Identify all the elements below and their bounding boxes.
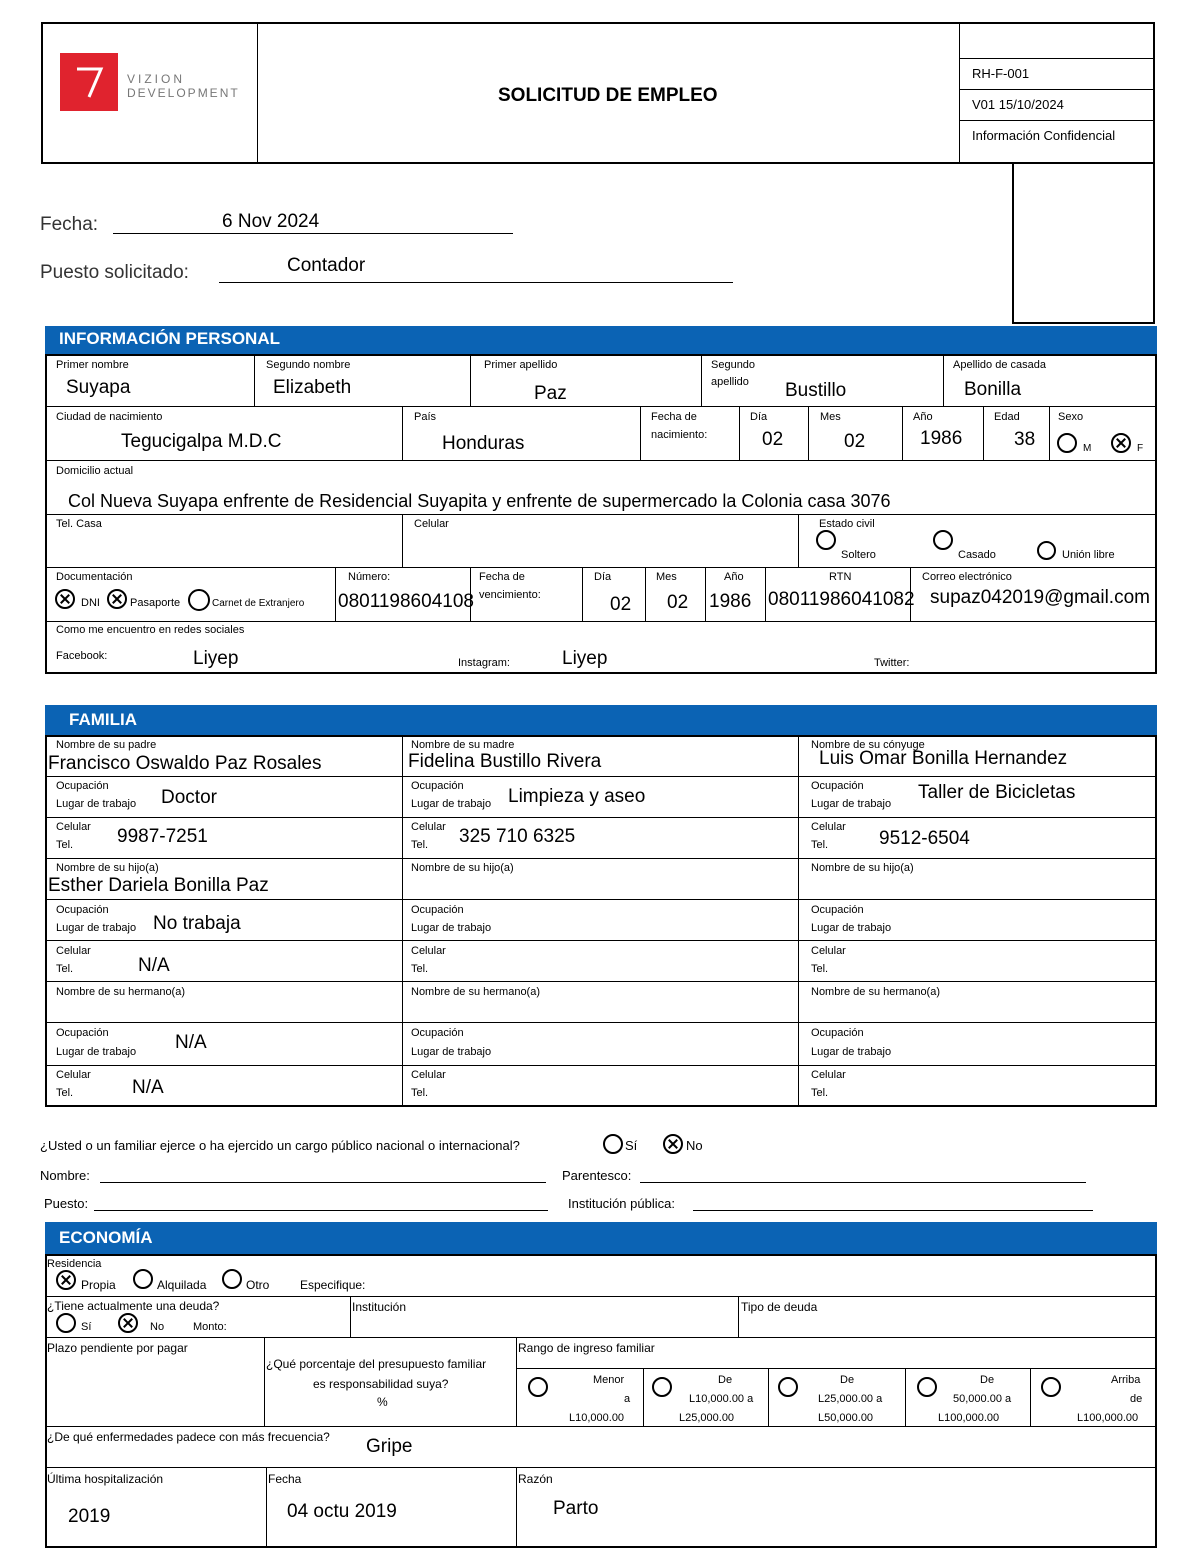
pasaporte-radio[interactable] xyxy=(107,589,127,609)
rango-3-line3: L50,000.00 xyxy=(818,1412,874,1424)
propia-radio[interactable] xyxy=(56,1270,76,1290)
personal-row-line xyxy=(45,567,1157,568)
casado-label: Casado xyxy=(958,549,996,561)
propia-label: Propia xyxy=(81,1278,116,1292)
form-title: SOLICITUD DE EMPLEO xyxy=(498,85,718,106)
hijo1-cel-field[interactable]: N/A xyxy=(138,955,170,976)
rango-4-line2: 50,000.00 a xyxy=(953,1393,1012,1405)
carnet-radio[interactable] xyxy=(188,589,210,611)
hermano-label: Nombre de su hermano(a) xyxy=(411,986,541,998)
fecha-underline xyxy=(113,233,513,234)
conyuge-label: Nombre de su cónyuge xyxy=(811,739,925,751)
cell-divider xyxy=(943,354,944,406)
tel-label: Tel. xyxy=(411,839,429,851)
dia-field[interactable]: 02 xyxy=(762,429,784,450)
anio2-label: Año xyxy=(724,571,744,583)
dni-label: DNI xyxy=(81,597,100,609)
rango-2-radio[interactable] xyxy=(652,1377,672,1397)
ocupacion-label: Ocupación xyxy=(56,780,109,792)
anio-field[interactable]: 1986 xyxy=(920,428,963,449)
pasaporte-label: Pasaporte xyxy=(130,597,181,609)
carnet-label: Carnet de Extranjero xyxy=(212,598,305,609)
facebook-field[interactable]: Liyep xyxy=(193,648,239,669)
domicilio-label: Domicilio actual xyxy=(56,465,134,477)
puesto-value[interactable]: Contador xyxy=(287,255,366,276)
cell-divider xyxy=(1030,1368,1031,1426)
padre-field[interactable]: Francisco Oswaldo Paz Rosales xyxy=(48,753,322,774)
apellido-casada-field[interactable]: Bonilla xyxy=(964,379,1022,400)
nombre-underline xyxy=(100,1182,546,1183)
rango-divider xyxy=(516,1368,1157,1369)
economia-row-line xyxy=(45,1337,1157,1338)
celular-label: Celular xyxy=(411,821,446,833)
tel-label: Tel. xyxy=(411,963,429,975)
segundo-nombre-label: Segundo nombre xyxy=(266,359,351,371)
primer-apellido-label: Primer apellido xyxy=(484,359,558,371)
celular-label: Celular xyxy=(811,945,846,957)
photo-box xyxy=(1012,162,1155,324)
hospitalizacion-field[interactable]: 2019 xyxy=(68,1506,111,1527)
rango-1-line1: Menor xyxy=(593,1374,625,1386)
fecha-value[interactable]: 6 Nov 2024 xyxy=(222,211,320,232)
pais-field[interactable]: Honduras xyxy=(442,433,525,454)
economia-row-line xyxy=(45,1426,1157,1427)
cell-divider xyxy=(983,406,984,460)
cargo-si-radio[interactable] xyxy=(603,1134,623,1154)
lugar-label: Lugar de trabajo xyxy=(811,1046,892,1058)
casado-radio[interactable] xyxy=(933,530,953,550)
padre-ocupacion-field[interactable]: Doctor xyxy=(161,787,217,808)
hosp-fecha-label: Fecha xyxy=(268,1472,302,1486)
ciudad-field[interactable]: Tegucigalpa M.D.C xyxy=(121,431,282,452)
ciudad-label: Ciudad de nacimiento xyxy=(56,411,163,423)
fecha-label: Fecha: xyxy=(40,214,99,235)
ocupacion-label: Ocupación xyxy=(811,904,864,916)
lugar-label: Lugar de trabajo xyxy=(411,1046,492,1058)
razon-label: Razón xyxy=(518,1472,553,1486)
apellido-casada-label: Apellido de casada xyxy=(953,359,1046,371)
cell-divider xyxy=(516,1467,517,1548)
fecha-venc-label: Fecha de xyxy=(479,571,525,583)
enfermedades-label: ¿De qué enfermedades padece con más frecuencia? xyxy=(47,1430,330,1444)
cell-divider xyxy=(582,567,583,621)
rango-4-radio[interactable] xyxy=(917,1377,937,1397)
ocupacion-label: Ocupación xyxy=(411,780,464,792)
section-personal-title: INFORMACIÓN PERSONAL xyxy=(45,326,1157,354)
sexo-m-radio[interactable] xyxy=(1057,433,1077,453)
cell-divider xyxy=(643,1368,644,1426)
personal-row-line xyxy=(45,621,1157,622)
rango-1-line2: a xyxy=(624,1393,631,1405)
rango-3-radio[interactable] xyxy=(778,1377,798,1397)
lugar-label: Lugar de trabajo xyxy=(811,922,892,934)
puesto-publico-underline xyxy=(94,1210,548,1211)
section-familia-title: FAMILIA xyxy=(45,705,1157,735)
header-row-line-2 xyxy=(959,89,1155,90)
porcentaje-question-2: es responsabilidad suya? xyxy=(313,1377,449,1391)
nombre-label: Nombre: xyxy=(40,1168,90,1183)
otro-label: Otro xyxy=(246,1278,270,1292)
company-logo xyxy=(60,53,118,111)
cell-divider xyxy=(808,406,809,460)
hijo-label: Nombre de su hijo(a) xyxy=(811,862,914,874)
mes-label: Mes xyxy=(820,411,841,423)
fecha-nac-label: nacimiento: xyxy=(651,429,708,441)
economia-row-line xyxy=(45,1467,1157,1468)
alquilada-label: Alquilada xyxy=(157,1278,207,1292)
conyuge-ocupacion-field[interactable]: Taller de Bicicletas xyxy=(918,782,1076,803)
confidential-label: Información Confidencial xyxy=(972,128,1116,143)
cell-divider xyxy=(1049,406,1050,460)
cell-divider xyxy=(402,406,403,460)
personal-row-line xyxy=(45,460,1157,461)
rtn-label: RTN xyxy=(829,571,852,583)
cell-divider xyxy=(902,406,903,460)
twitter-label: Twitter: xyxy=(874,657,910,669)
soltero-radio[interactable] xyxy=(816,530,836,550)
pais-label: País xyxy=(414,411,437,423)
familia-row-line xyxy=(45,1065,1157,1066)
celular-label: Celular xyxy=(56,821,91,833)
cell-divider xyxy=(640,406,641,460)
familia-row-line xyxy=(45,776,1157,777)
familia-row-line xyxy=(45,817,1157,818)
documentacion-label: Documentación xyxy=(56,571,133,583)
cargo-no-radio[interactable] xyxy=(663,1134,683,1154)
form-code: RH-F-001 xyxy=(972,66,1030,81)
conyuge-field[interactable]: Luis Omar Bonilla Hernandez xyxy=(819,748,1068,769)
lugar-label: Lugar de trabajo xyxy=(411,922,492,934)
rtn-field[interactable]: 08011986041082 xyxy=(768,589,915,610)
correo-label: Correo electrónico xyxy=(922,571,1012,583)
dia-label: Día xyxy=(750,411,768,423)
rango-3-line2: L25,000.00 a xyxy=(818,1393,883,1405)
cell-divider xyxy=(266,1467,267,1548)
institucion-label: Institución xyxy=(352,1300,407,1314)
otro-radio[interactable] xyxy=(222,1269,242,1289)
hermano1-cel-field[interactable]: N/A xyxy=(132,1077,164,1098)
instagram-label: Instagram: xyxy=(458,657,510,669)
deuda-no-label: No xyxy=(150,1321,165,1333)
cell-divider xyxy=(470,354,471,406)
hijo-label: Nombre de su hijo(a) xyxy=(56,862,159,874)
celular-label: Celular xyxy=(411,945,446,957)
edad-label: Edad xyxy=(994,411,1020,423)
cell-divider xyxy=(645,567,646,621)
especifique-label: Especifique: xyxy=(300,1278,366,1292)
cell-divider xyxy=(335,567,336,621)
rango-5-radio[interactable] xyxy=(1041,1377,1061,1397)
familia-row-line xyxy=(45,1022,1157,1023)
ocupacion-label: Ocupación xyxy=(411,904,464,916)
parentesco-label: Parentesco: xyxy=(562,1168,632,1183)
personal-row-line xyxy=(45,514,1157,515)
rango-1-line3: L10,000.00 xyxy=(569,1412,625,1424)
cell-divider xyxy=(516,1337,517,1426)
institucion-publica-label: Institución pública: xyxy=(568,1196,675,1211)
primer-apellido-field[interactable]: Paz xyxy=(534,383,567,404)
monto-label: Monto: xyxy=(193,1321,227,1333)
header-row-line-1 xyxy=(959,58,1155,59)
personal-row-line xyxy=(45,406,1157,407)
cell-divider xyxy=(738,1296,739,1337)
fecha-nac-label: Fecha de xyxy=(651,411,697,423)
tel-label: Tel. xyxy=(411,1087,429,1099)
rango-2-line1: De xyxy=(718,1374,733,1386)
ocupacion-label: Ocupación xyxy=(56,1027,109,1039)
rango-1-radio[interactable] xyxy=(528,1377,548,1397)
sexo-f-radio[interactable] xyxy=(1111,433,1131,453)
celular-label: Celular xyxy=(414,518,449,530)
rango-4-line3: L100,000.00 xyxy=(938,1412,1000,1424)
conyuge-cel-field[interactable]: 9512-6504 xyxy=(879,828,970,849)
soltero-label: Soltero xyxy=(841,549,876,561)
madre-cel-field[interactable]: 325 710 6325 xyxy=(459,826,576,847)
edad-field[interactable]: 38 xyxy=(1014,429,1036,450)
tipo-deuda-label: Tipo de deuda xyxy=(741,1300,818,1314)
anio2-field[interactable]: 1986 xyxy=(709,591,752,612)
deuda-si-label: Sí xyxy=(81,1321,92,1333)
cargo-publico-question: ¿Usted o un familiar ejerce o ha ejercido un cargo público nacional o internacional? xyxy=(40,1138,520,1153)
tel-label: Tel. xyxy=(56,839,74,851)
cell-divider xyxy=(739,406,740,460)
deuda-label: ¿Tiene actualmente una deuda? xyxy=(47,1299,220,1313)
porcentaje-question-1: ¿Qué porcentaje del presupuesto familiar xyxy=(266,1357,487,1371)
form-version: V01 15/10/2024 xyxy=(972,97,1064,112)
facebook-label: Facebook: xyxy=(56,650,108,662)
hermano1-ocupacion-field[interactable]: N/A xyxy=(175,1032,207,1053)
instagram-field[interactable]: Liyep xyxy=(562,648,608,669)
primer-nombre-field[interactable]: Suyapa xyxy=(66,377,131,398)
familia-col-line xyxy=(402,735,403,1107)
rango-2-line3: L25,000.00 xyxy=(679,1412,735,1424)
rango-5-line2: de xyxy=(1130,1393,1143,1405)
tel-casa-label: Tel. Casa xyxy=(56,518,102,530)
logo-text-1: VIZION xyxy=(127,72,186,86)
razon-field[interactable]: Parto xyxy=(553,1498,599,1519)
hospitalizacion-label: Última hospitalización xyxy=(47,1472,164,1486)
rango-5-line3: L100,000.00 xyxy=(1077,1412,1139,1424)
cell-divider xyxy=(798,514,799,567)
rango-4-line1: De xyxy=(980,1374,995,1386)
logo-text-2: DEVELOPMENT xyxy=(127,86,240,100)
segundo-nombre-field[interactable]: Elizabeth xyxy=(273,377,352,398)
cell-divider xyxy=(264,1337,265,1426)
tel-label: Tel. xyxy=(811,963,829,975)
hermano-label: Nombre de su hermano(a) xyxy=(811,986,941,998)
dni-radio[interactable] xyxy=(55,589,75,609)
madre-ocupacion-field[interactable]: Limpieza y aseo xyxy=(508,786,646,807)
puesto-publico-label: Puesto: xyxy=(44,1196,89,1211)
dia2-label: Día xyxy=(594,571,612,583)
puesto-label: Puesto solicitado: xyxy=(40,262,189,283)
header-divider-left xyxy=(257,22,258,164)
logo-mark-icon xyxy=(60,53,118,111)
ocupacion-label: Ocupación xyxy=(411,1027,464,1039)
cargo-no-label: No xyxy=(686,1138,703,1153)
segundo-apellido-label: apellido xyxy=(711,376,749,388)
parentesco-underline xyxy=(640,1182,1086,1183)
madre-field[interactable]: Fidelina Bustillo Rivera xyxy=(408,751,602,772)
mes-field[interactable]: 02 xyxy=(844,431,866,452)
segundo-apellido-label: Segundo xyxy=(711,359,756,371)
lugar-label: Lugar de trabajo xyxy=(56,1046,137,1058)
cell-divider xyxy=(705,567,706,621)
mes2-label: Mes xyxy=(656,571,677,583)
hijo-label: Nombre de su hijo(a) xyxy=(411,862,514,874)
rango-5-line1: Arriba xyxy=(1111,1374,1141,1386)
correo-field[interactable]: supaz042019@gmail.com xyxy=(930,587,1150,608)
sexo-m-label: M xyxy=(1083,443,1092,454)
institucion-publica-underline xyxy=(693,1210,1093,1211)
cell-divider xyxy=(254,354,255,406)
hosp-fecha-field[interactable]: 04 octu 2019 xyxy=(287,1501,397,1522)
sexo-f-label: F xyxy=(1137,443,1144,454)
tel-label: Tel. xyxy=(811,1087,829,1099)
anio-label: Año xyxy=(913,411,933,423)
section-economia-title: ECONOMÍA xyxy=(45,1222,1157,1254)
lugar-label: Lugar de trabajo xyxy=(56,922,137,934)
alquilada-radio[interactable] xyxy=(133,1269,153,1289)
porcentaje-symbol: % xyxy=(377,1395,388,1409)
sexo-label: Sexo xyxy=(1058,411,1084,423)
primer-nombre-label: Primer nombre xyxy=(56,359,129,371)
domicilio-field[interactable]: Col Nueva Suyapa enfrente de Residencial Suyapita y enfrente de supermercado la Colonia casa 3076 xyxy=(68,491,891,511)
rango-3-line1: De xyxy=(840,1374,855,1386)
estado-civil-label: Estado civil xyxy=(819,518,875,530)
familia-row-line xyxy=(45,899,1157,900)
rango-label: Rango de ingreso familiar xyxy=(518,1341,655,1355)
hermano-label: Nombre de su hermano(a) xyxy=(56,986,186,998)
enfermedades-field[interactable]: Gripe xyxy=(366,1436,413,1457)
plazo-label: Plazo pendiente por pagar xyxy=(47,1341,188,1355)
celular-label: Celular xyxy=(56,1069,91,1081)
numero-field[interactable]: 0801198604108 xyxy=(338,591,474,612)
economia-row-line xyxy=(45,1296,1157,1297)
celular-label: Celular xyxy=(811,821,846,833)
padre-cel-field[interactable]: 9987-7251 xyxy=(117,826,208,847)
cell-divider xyxy=(402,514,403,567)
header-row-line-3 xyxy=(959,120,1155,121)
cell-divider xyxy=(765,567,766,621)
cargo-si-label: Sí xyxy=(625,1138,638,1153)
union-libre-label: Unión libre xyxy=(1062,549,1115,561)
familia-row-line xyxy=(45,858,1157,859)
mes2-field[interactable]: 02 xyxy=(667,592,689,613)
familia-row-line xyxy=(45,981,1157,982)
ocupacion-label: Ocupación xyxy=(811,1027,864,1039)
ocupacion-label: Ocupación xyxy=(811,780,864,792)
lugar-label: Lugar de trabajo xyxy=(56,798,137,810)
ocupacion-label: Ocupación xyxy=(56,904,109,916)
familia-col-line xyxy=(798,735,799,1107)
tel-label: Tel. xyxy=(56,1087,74,1099)
cell-divider xyxy=(350,1296,351,1337)
lugar-label: Lugar de trabajo xyxy=(811,798,892,810)
lugar-label: Lugar de trabajo xyxy=(411,798,492,810)
puesto-underline xyxy=(219,282,733,283)
tel-label: Tel. xyxy=(56,963,74,975)
dia2-field[interactable]: 02 xyxy=(610,594,632,615)
residencia-label: Residencia xyxy=(47,1258,102,1270)
hijo1-field[interactable]: Esther Dariela Bonilla Paz xyxy=(48,875,269,896)
cell-divider xyxy=(701,354,702,406)
union-libre-radio[interactable] xyxy=(1037,541,1056,560)
header-divider-right xyxy=(959,22,960,164)
tel-label: Tel. xyxy=(811,839,829,851)
celular-label: Celular xyxy=(411,1069,446,1081)
segundo-apellido-field[interactable]: Bustillo xyxy=(785,380,847,401)
hijo1-ocupacion-field[interactable]: No trabaja xyxy=(153,913,241,934)
padre-label: Nombre de su padre xyxy=(56,739,157,751)
celular-label: Celular xyxy=(56,945,91,957)
fecha-venc-label: vencimiento: xyxy=(479,589,541,601)
deuda-si-radio[interactable] xyxy=(56,1313,76,1333)
cell-divider xyxy=(905,1368,906,1426)
redes-label: Como me encuentro en redes sociales xyxy=(56,624,245,636)
madre-label: Nombre de su madre xyxy=(411,739,515,751)
celular-label: Celular xyxy=(811,1069,846,1081)
familia-row-line xyxy=(45,940,1157,941)
cell-divider xyxy=(768,1368,769,1426)
rango-2-line2: L10,000.00 a xyxy=(689,1393,754,1405)
numero-label: Número: xyxy=(348,571,391,583)
deuda-no-radio[interactable] xyxy=(118,1313,138,1333)
